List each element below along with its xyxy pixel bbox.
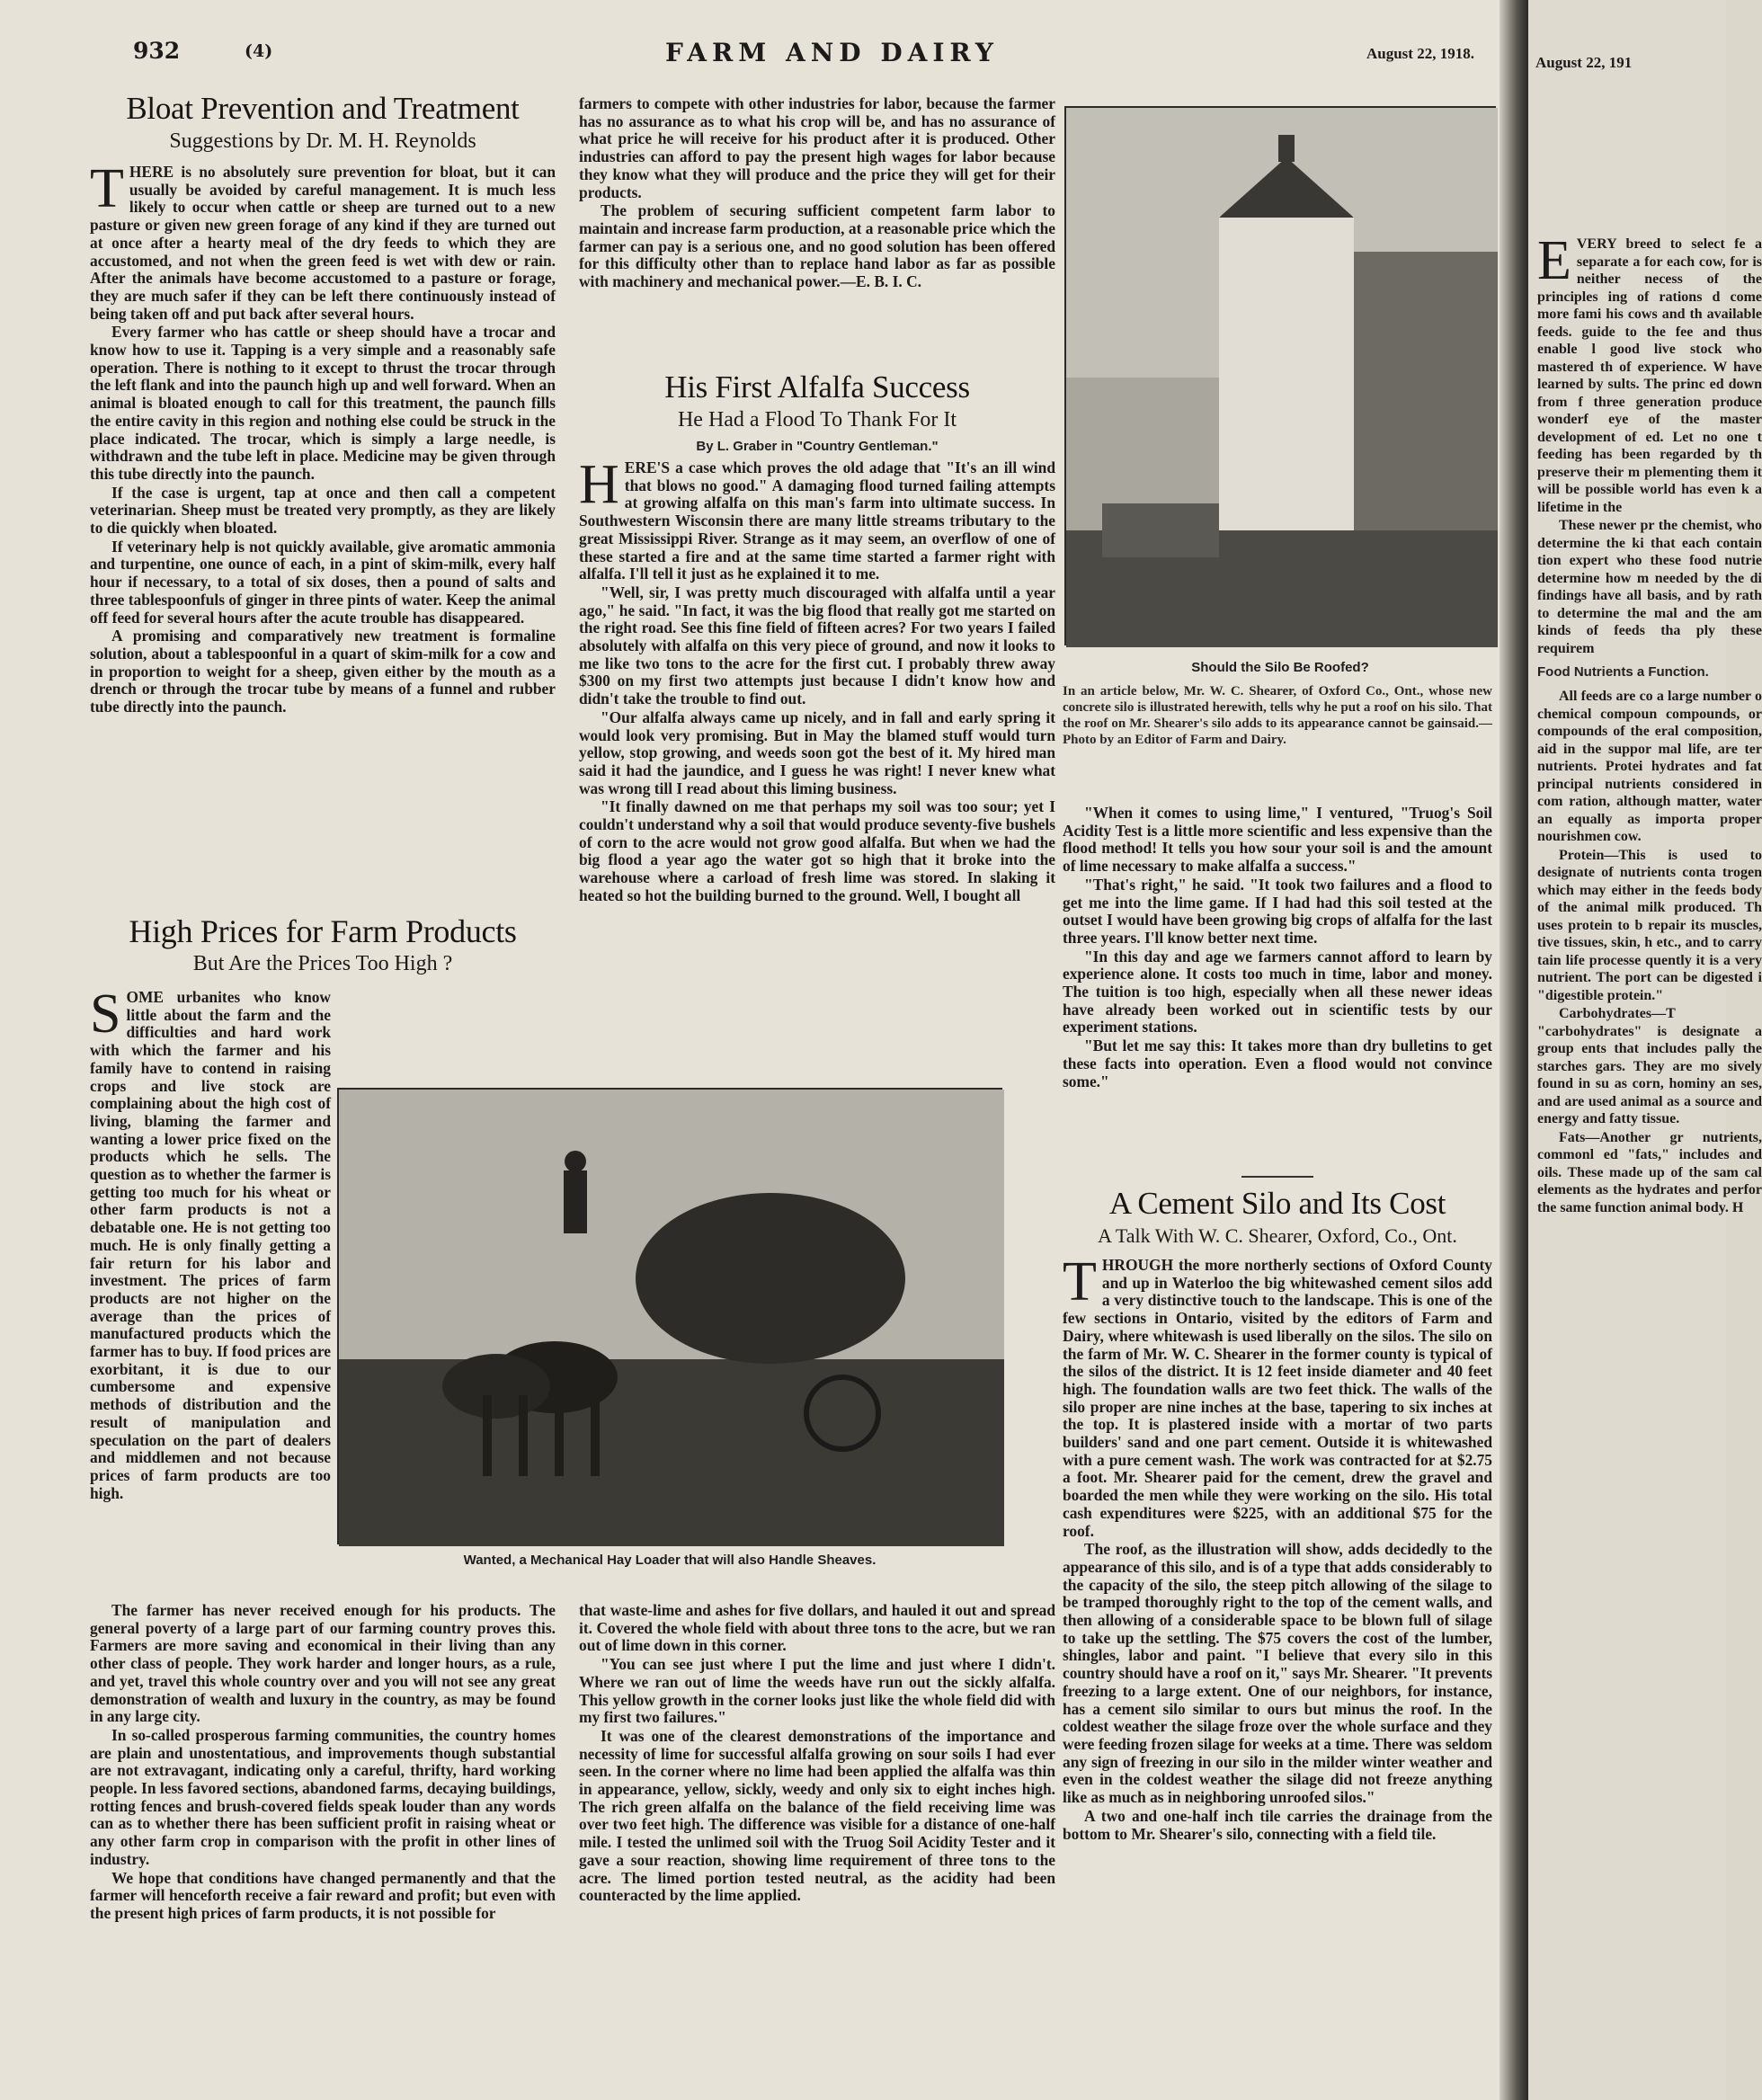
alfalfa-article <box>579 369 1055 1083</box>
bloat-article <box>90 90 556 899</box>
hay-loader-photo <box>337 1088 1002 1544</box>
alfalfa-col3-p1: "When it comes to using lime," I ventured, "Truog's Soil Acidity Test is a little more scientific and less expensive than the flood method! It tells you how sour your soil is and the amount of lime necessary to make alfalfa a success." <box>1063 804 1492 876</box>
alfalfa-p5: that waste-lime and ashes for five dollars, and hauled it out and spread it. Covered the whole field with about three tons to the acre, but we ran out of lime down in this corner. <box>579 1601 1055 1655</box>
alfalfa-p6: "You can see just where I put the lime and just where I didn't. Where we ran out of lime the weeds have run out the sickly alfalfa. This yellow growth in the corner looks just like the whole field did with my first two failures." <box>579 1655 1055 1727</box>
silo-p3: A two and one-half inch tile carries the drainage from the bottom to Mr. Shearer's silo, connecting with a field tile. <box>1063 1806 1492 1843</box>
bloat-p4: If veterinary help is not quickly available, give aromatic ammonia and turpentine, one ounce of each, in a pint of skim-milk, every half hour if necessary, to a total of six doses, then a pound of salts and three tablespoonfuls of ginger in three pints of water. Keep the animal off feed for several hours after the acute trouble has disappeared. <box>90 537 556 627</box>
alfalfa-col3-p3: "In this day and age we farmers cannot afford to learn by experience alone. It costs too much in time, labor and money. The tuition is too high, especially when all these newer ideas have already been worked out in scientific tests by our experiment stations. <box>1063 947 1492 1037</box>
facing-dropcap: E <box>1537 230 1571 291</box>
facing-page-body <box>1537 230 1762 1217</box>
labor-p2: The problem of securing sufficient competent farm labor to maintain and increase farm production, at a reasonable price which the farmer can pay is a serious one, and no good solution has been offered for this difficulty other than to replace hand labor as far as possible with machinery and mechanical power.—E. B. I. C. <box>579 201 1055 291</box>
silo-p1: HROUGH the more northerly sections of Oxford County and up in Waterloo the big whitewashed cement silos add a very distinctive touch to the landscape. This is one of the few sections in Ontario, visited by the editors of Farm and Dairy, where whitewash is used liberally on the silos. The silo on the farm of Mr. W. C. Shearer in the former county is typical of the silos of the district. It is 12 feet inside diameter and 40 feet high. The foundation walls are two feet thick. The walls of the silo proper are nine inches at the base, tapering to six inches at the top. It is plastered inside with a mortar of two parts builders' sand and one part cement. Outside it is whitewashed with a pure cement wash. The work was contracted for at $2.75 a foot. Mr. Shearer paid for the cement, drew the gravel and boarded the men while they were working on the silo. His total cash expenditures were $225, with an additional $75 for the roof. <box>1063 1256 1492 1540</box>
alfalfa-article-continued <box>579 1602 1055 2087</box>
alfalfa-p3: "Our alfalfa always came up nicely, and in fall and early spring it would look very promising. But in May the blamed stuff would turn yellow, stop growing, and weeds soon got the best of it. My hired man said it had the jaundice, and I guess he was right! I never knew what was wrong till I read about this liming business. <box>579 707 1055 797</box>
bloat-dropcap: T <box>90 158 124 219</box>
facing-page-date: August 22, 191 <box>1535 54 1633 71</box>
alfalfa-p2: "Well, sir, I was pretty much discouraged with alfalfa until a year ago," he said. "In fact, it was the big flood that really got me started on the right road. See this fine field of fifteen acres? For two years I failed absolutely with alfalfa on this very piece of ground, and now it looks to me like two tons to the acre for the first cut. I probably threw away $300 on my first two attempts just because I didn't know how and didn't take the trouble to find out. <box>579 583 1055 708</box>
prices-article-body <box>90 1602 556 2087</box>
alfalfa-article-column3 <box>1063 805 1492 1164</box>
prices-subtitle: But Are the Prices Too High ? <box>192 952 453 975</box>
bloat-p2: Every farmer who has cattle or sheep should have a trocar and know how to use it. Tapping is a very simple and a reasonably safe operation. There is nothing to it except to thrust the trocar through the left flank and into the paunch high up and well forward. When an animal is bloated enough to call for this treatment, the paunch fills the entire cavity in this region and nothing else could be struck in the place indicated. The trocar, which is simply a large needle, is withdrawn and the tube left in place. Medicine may be given through this tube directly into the paunch. <box>90 323 556 483</box>
silo-photo <box>1064 106 1496 645</box>
facing-subhead: Food Nutrients a Function. <box>1537 664 1709 680</box>
alfalfa-col3-p4: "But let me say this: It takes more than dry bulletins to get these facts into operation. Even a flood would not convince some." <box>1063 1037 1492 1090</box>
labor-p1: farmers to compete with other industries for labor, because the farmer has no assurance as to what his crop will be, and has no assurance of what price he will receive for his product after it is produced. Other industries can afford to pay the present high wages for labor because they know what they will produce and the price they will get for their products. <box>579 94 1055 201</box>
issue-date: August 22, 1918. <box>1366 45 1474 62</box>
prices-p1: OME urbanites who know little about the farm and the difficulties and hard work with which the farmer and his family have to contend in raising crops and live stock are complaining about the high cost of living, blaming the farmer and wanting a lower price fixed on the products which he sells. The question as to whether the farmer is getting too much for his wheat or other farm products is not a debatable one. He is not getting too much. He is only finally getting a fair return for his labor and investment. The prices of farm products are not higher on the average than the prices of manufactured products which the farmer has to buy. If food prices are exorbitant, it is due to our cumbersome and expensive methods of distribution and the result of manipulation and speculation on the part of dealers and middlemen and not because prices of farm products are too high. <box>90 988 331 1502</box>
silo-p2: The roof, as the illustration will show, adds decidedly to the appearance of this silo, and is of a type that adds considerably to the capacity of the silo, the steep pitch allowing of the silage to be tramped thoroughly right to the top of the cement walls, and then allowing of a considerable space to be blown full of silage to take up the settling. The $75 covers the cost of the lumber, shingles, labor and paint. "I believe that every silo in this country should have a roof on it," says Mr. Shearer. "It prevents freezing to a large extent. One of our neighbors, for instance, has a cement silo similar to ours but minus the roof. In the coldest weather the silage froze over the whole surface and they were feeding frozen silage for weeks at a time. There was seldom any sign of freezing in our silo in the milder winter weather and even in the coldest weather the silage did not freeze anything like as much as in neighboring unroofed silos." <box>1063 1540 1492 1807</box>
silo-caption <box>1063 683 1492 791</box>
silo-article-subtitle: A Talk With W. C. Shearer, Oxford, Co., Ont. <box>1098 1224 1457 1247</box>
bloat-p1: HERE is no absolutely sure prevention for bloat, but it can usually be avoided by careful management. It is much less likely to occur when cattle or sheep are turned out to a new pasture or given new green forage of any kind if they are turned out at once after a hearty meal of the dry feeds to which they are accustomed, and not when the green feed is wet with dew or rain. After the animals have become accustomed to a pasture or forage, they are much safer if they can be left there continuously instead of being taken off and put back after several hours. <box>90 163 556 323</box>
prices-p3: In so-called prosperous farming communities, the country homes are plain and unostentatious, and improvements though substantial are not extravagant, indicating only a careful, thrifty, hard working people. In less favored sections, abandoned farms, decaying buildings, rotting fences and brush-covered fields speak louder than any words can as to whether there has been sufficient profit in raising wheat or any other farm crop in comparison with the profit in other lines of industry. <box>90 1725 556 1868</box>
publication-title: FARM AND DAIRY <box>665 38 999 67</box>
bloat-body <box>90 158 556 716</box>
prices-dropcap: S <box>90 983 121 1045</box>
prices-p4: We hope that conditions have changed permanently and that the farmer will henceforth receive a fair reward and profit; but even with the present high prices of farm products, it is not possible for <box>90 1868 556 1922</box>
silo-caption-text: In an article below, Mr. W. C. Shearer, of Oxford Co., Ont., whose new concrete silo is illustrated herewith, tells why he put a roof on his silo. That the roof on Mr. Shearer's silo adds to its appearance cannot be gainsaid.—Photo by an Editor of Farm and Dairy. <box>1063 684 1492 747</box>
silo-illustration <box>1066 108 1498 647</box>
silo-dropcap: T <box>1063 1251 1097 1312</box>
facing-p2: These newer pr the chemist, who determine the ki that each contain tion expert who these food nutrie determine how m needed by the di findings have all basis, and by rath to determine the mal and the am kinds of feeds tha ply these requirem <box>1537 518 1762 656</box>
alfalfa-p4: "It finally dawned on me that perhaps my soil was too sour; yet I couldn't understand why a soil that would produce seventy-five bushels of corn to the acre would not grow good alfalfa. But when we had the big flood a year ago the water got so high that it broke into the warehouse where a carload of fresh lime was stored. In slaking it heated so hot the building burned to the ground. Well, I bought all <box>579 797 1055 904</box>
cement-silo-article <box>1063 1169 1492 2095</box>
prices-narrow-column <box>90 983 331 1600</box>
section-rule <box>1241 1176 1313 1178</box>
facing-p3: All feeds are co a large number o chemical compoun compounds, or compounds of the eral composition, aid in the suppor mal life, are ter nutrients. Protei hydrates and fat principal nutrients considered in com ration, although matter, water an equally as importa proper nourishmen cow. <box>1537 689 1762 844</box>
bloat-p5: A promising and comparatively new treatment is formaline solution, about a tablespoonful in a quart of skim-milk for a cow and in proportion to weight for a sheep, given either by the mouth as a drench or through the trocar tube by means of a funnel and rubber tube directly into the paunch. <box>90 627 556 716</box>
facing-p4: Protein—This is used to designate of nutrients conta trogen which may either in the feeds body of the animal milk produced. Th uses protein to b repair its muscles, tive tissues, skin, h etc., and to carry tain life processe quently it is a very nutrient. The port can be digested i "digestible protein." <box>1537 847 1762 1003</box>
bloat-p3: If the case is urgent, tap at once and then call a competent veterinarian. Sheep must be treated very promptly, as they are likely to die quickly when bloated. <box>90 483 556 538</box>
bloat-title: Bloat Prevention and Treatment <box>126 91 520 126</box>
alfalfa-subtitle: He Had a Flood To Thank For It <box>677 408 957 432</box>
page-number: 932 <box>133 38 181 64</box>
page-header <box>0 38 1510 74</box>
silo-article-title: A Cement Silo and Its Cost <box>1108 1186 1446 1221</box>
facing-p1: VERY breed to select fe a separate a for each cow, for is neither necess of the principles ing of rations d come more fami his cows and th available feeds. guide to the fee and thus enable l good live stock who mastered th of experience. W have learned by sults. The princ ed down from f three generation produce wonderf eye of the master development of ed. Let no one t feeding has been regarded by th preserve their m plementing them it will be possible world has even k a lifetime in the <box>1537 236 1762 515</box>
facing-page <box>1528 0 1762 2100</box>
bloat-subtitle: Suggestions by Dr. M. H. Reynolds <box>169 129 476 153</box>
binding-gutter <box>1499 0 1528 2100</box>
facing-p5: Carbohydrates—T "carbohydrates" is designate a group ents that includes pally the starches gars. They are mo sively found in su as corn, hominy an ses, and are used animal as a source and energy and fatty tissue. <box>1537 1006 1762 1126</box>
labor-continuation <box>579 95 1055 383</box>
hay-photo-caption: Wanted, a Mechanical Hay Loader that will also Handle Sheaves. <box>463 1553 877 1568</box>
alfalfa-p1: ERE'S a case which proves the old adage that "It's an ill wind that blows no good." A damaging flood turned failing attempts at growing alfalfa on this man's farm into ultimate success. In Southwestern Wisconsin there are many little streams tributary to the great Mississippi River. Strange as it may seem, an overflow of one of these started a fire and at the same time started a farmer right with alfalfa. I'll tell it just as he explained it to me. <box>579 458 1055 583</box>
alfalfa-col3-p2: "That's right," he said. "It took two failures and a flood to get me into the lime game. If I had had this soil tested at the outset I would have been growing big crops of alfalfa for the last three years. I'll know better next time. <box>1063 875 1492 947</box>
alfalfa-title: His First Alfalfa Success <box>664 369 970 405</box>
hay-wagon-illustration <box>339 1090 1004 1546</box>
alfalfa-p7: It was one of the clearest demonstrations of the importance and necessity of lime for successful alfalfa growing on sour soils I had ever seen. In the corner where no lime had been applied the alfalfa was thin in appearance, yellow, sickly, weedy and only six to eight inches high. The rich green alfalfa on the balance of the field receiving lime was over two feet high. The difference was visible for a distance of one-half mile. I tested the unlimed soil with the Truog Soil Acidity Tester and it gave a sour reaction, showing lime requirement of three tons to the acre. The limed portion tested neutral, as the acidity had been counteracted by the lime applied. <box>579 1726 1055 1905</box>
alfalfa-byline: By L. Graber in "Country Gentleman." <box>696 439 939 454</box>
alfalfa-dropcap: H <box>579 454 619 515</box>
prices-title: High Prices for Farm Products <box>129 913 517 949</box>
silo-caption-title: Should the Silo Be Roofed? <box>1191 660 1369 675</box>
facing-p6: Fats—Another gr nutrients, commonl ed "fats," includes and oils. These made up of the sam cal elements as the hydrates and perfor the same function animal body. H <box>1537 1129 1762 1215</box>
prices-p2: The farmer has never received enough for his products. The general poverty of a large part of our farming country proves this. Farmers are more saving and economical in their living than any other class of people. They work harder and longer hours, as a rule, and yet, travel this whole country over and you will not see any great demonstration of wealth and luxury in the country, as may be found in any large city. <box>90 1601 556 1726</box>
page-sub-number: (4) <box>245 41 273 61</box>
